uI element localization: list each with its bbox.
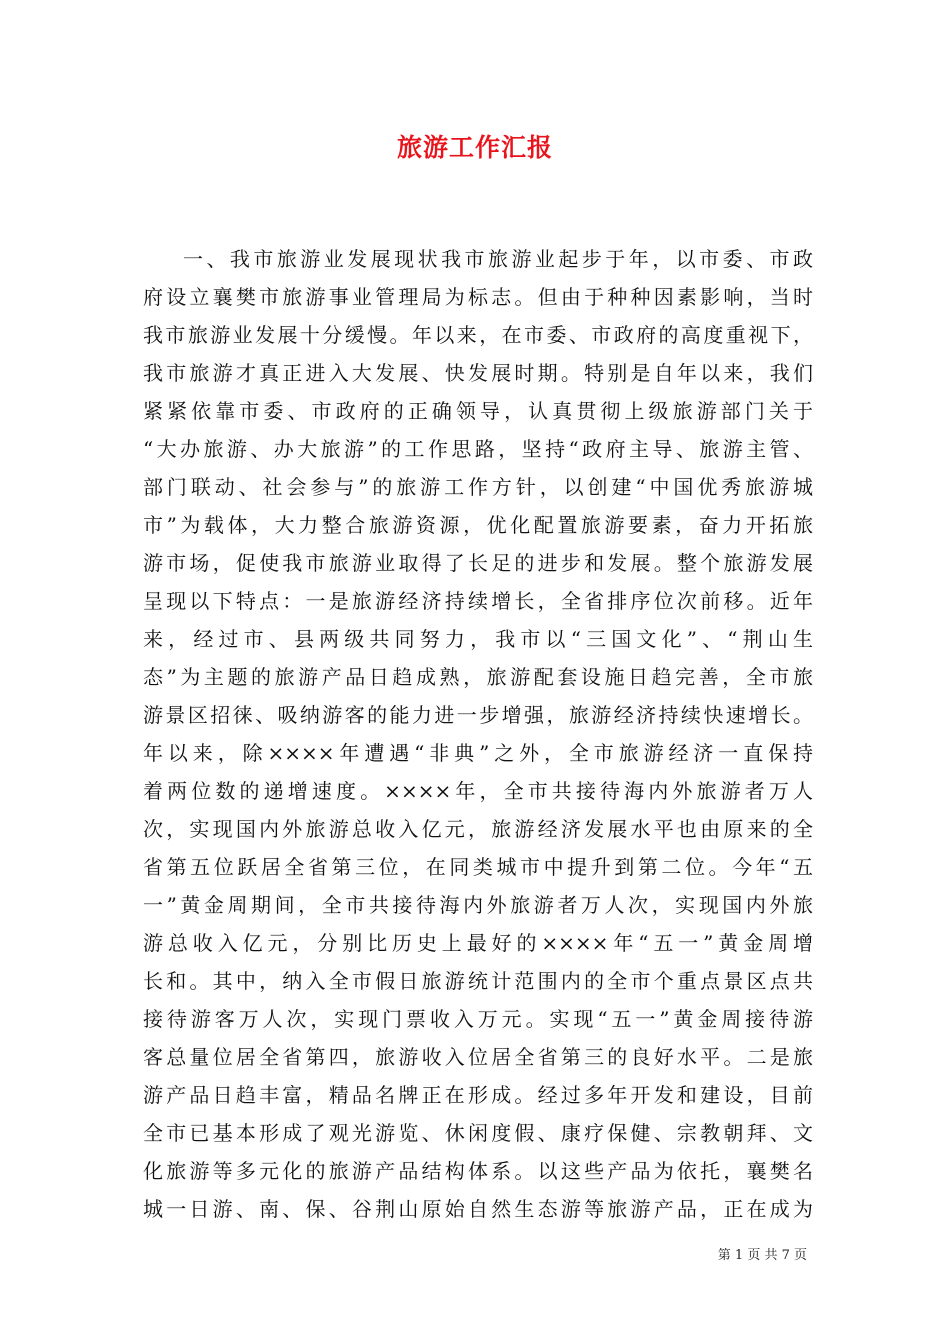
body-line: 全市已基本形成了观光游览、休闲度假、康疗保健、宗教朝拜、文 [143, 1121, 813, 1145]
body-line: 着两位数的递增速度。××××年，全市共接待海内外旅游者万人 [143, 779, 813, 803]
body-line: 客总量位居全省第四，旅游收入位居全省第三的良好水平。二是旅 [143, 1045, 813, 1069]
body-line: 紧紧依靠市委、市政府的正确领导，认真贯彻上级旅游部门关于 [143, 399, 813, 423]
body-line: 态”为主题的旅游产品日趋成熟，旅游配套设施日趋完善，全市旅 [143, 665, 813, 689]
body-line: 游总收入亿元，分别比历史上最好的××××年“五一”黄金周增 [143, 931, 813, 955]
body-line: 我市旅游业发展十分缓慢。年以来，在市委、市政府的高度重视下， [143, 323, 813, 347]
body-line: 游景区招徕、吸纳游客的能力进一步增强，旅游经济持续快速增长。 [143, 703, 813, 727]
body-line: 府设立襄樊市旅游事业管理局为标志。但由于种种因素影响，当时 [143, 285, 813, 309]
body-line: 游市场，促使我市旅游业取得了长足的进步和发展。整个旅游发展 [143, 551, 813, 575]
page-number: 第 1 页 共 7 页 [717, 1248, 807, 1263]
body-line: 部门联动、社会参与”的旅游工作方针，以创建“中国优秀旅游城 [143, 475, 813, 499]
body-line: 城一日游、南、保、谷荆山原始自然生态游等旅游产品，正在成为 [143, 1197, 813, 1221]
body-line: 年以来，除××××年遭遇“非典”之外，全市旅游经济一直保持 [143, 741, 813, 765]
document-body [143, 240, 813, 1228]
body-line: 省第五位跃居全省第三位，在同类城市中提升到第二位。今年“五 [143, 855, 813, 879]
body-line: 一、我市旅游业发展现状我市旅游业起步于年，以市委、市政 [183, 247, 813, 271]
body-line: 一”黄金周期间，全市共接待海内外旅游者万人次，实现国内外旅 [143, 893, 813, 917]
body-line: 次，实现国内外旅游总收入亿元，旅游经济发展水平也由原来的全 [143, 817, 813, 841]
document-title: 旅游工作汇报 [396, 133, 553, 162]
body-line: 来，经过市、县两级共同努力，我市以“三国文化”、“荆山生 [143, 627, 813, 651]
body-line: 接待游客万人次，实现门票收入万元。实现“五一”黄金周接待游 [143, 1007, 813, 1031]
body-line: 呈现以下特点：一是旅游经济持续增长，全省排序位次前移。近年 [143, 589, 813, 613]
body-line: “大办旅游、办大旅游”的工作思路，坚持“政府主导、旅游主管、 [143, 437, 813, 461]
body-line: 化旅游等多元化的旅游产品结构体系。以这些产品为依托，襄樊名 [143, 1159, 813, 1183]
body-line: 游产品日趋丰富，精品名牌正在形成。经过多年开发和建设，目前 [143, 1083, 813, 1107]
body-line: 市”为载体，大力整合旅游资源，优化配置旅游要素，奋力开拓旅 [143, 513, 813, 537]
body-line: 我市旅游才真正进入大发展、快发展时期。特别是自年以来，我们 [143, 361, 813, 385]
body-line: 长和。其中，纳入全市假日旅游统计范围内的全市个重点景区点共 [143, 969, 813, 993]
